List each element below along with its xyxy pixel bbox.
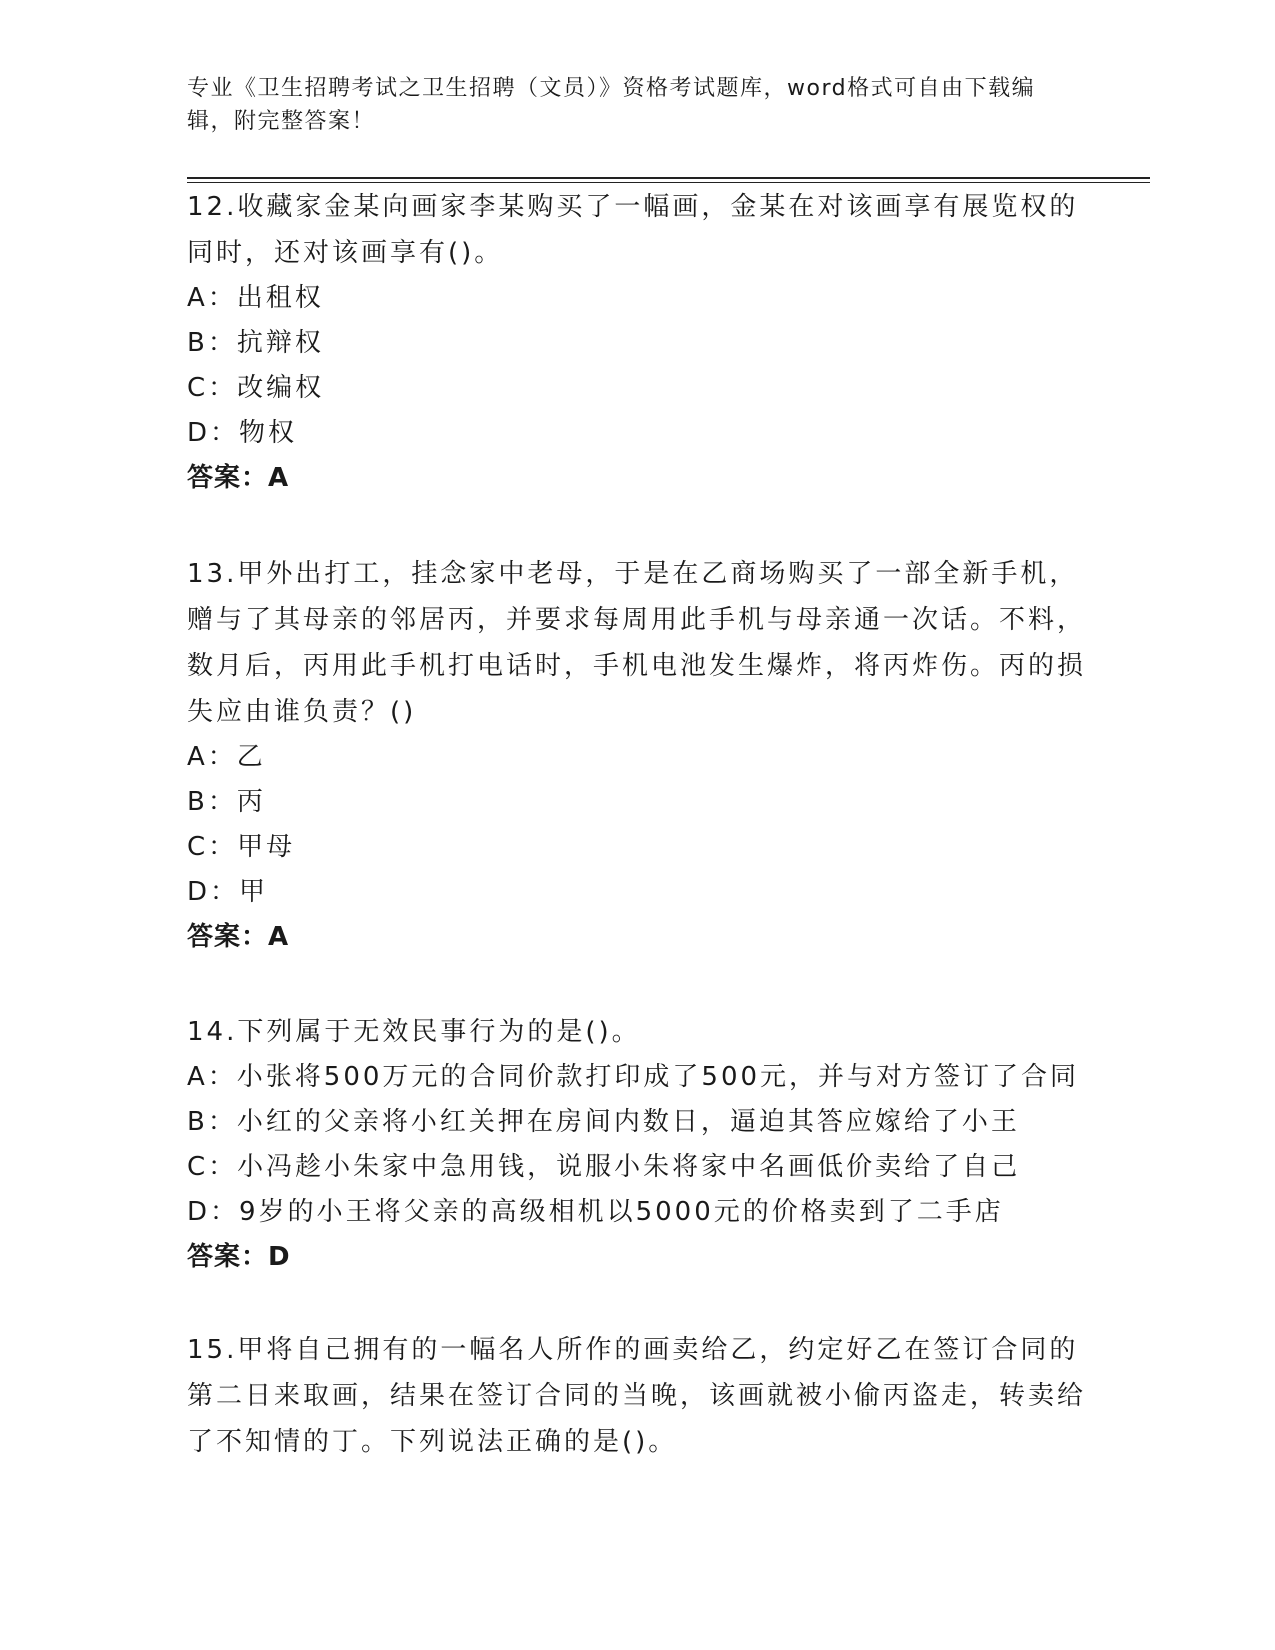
option-a: A：小张将500万元的合同价款打印成了500元，并与对方签订了合同 (187, 1062, 1080, 1092)
option-c: C：改编权 (187, 373, 325, 403)
question-12 (187, 184, 1087, 501)
answer-label: 答案：A (187, 463, 290, 493)
question-14 (187, 1009, 1087, 1280)
document-header: 专业《卫生招聘考试之卫生招聘（文员）》资格考试题库，word格式可自由下载编辑，附完整答案！ (187, 76, 1036, 134)
option-a: A：乙 (187, 742, 266, 772)
option-a: A：出租权 (187, 283, 324, 313)
question-15 (187, 1327, 1087, 1465)
option-c: C：小冯趁小朱家中急用钱，说服小朱将家中名画低价卖给了自己 (187, 1152, 1021, 1182)
question-13 (187, 551, 1087, 960)
option-c: C：甲母 (187, 832, 296, 862)
option-d: D：甲 (187, 877, 269, 907)
answer-label: 答案：D (187, 1242, 291, 1272)
option-d: D：物权 (187, 418, 298, 448)
option-b: B：小红的父亲将小红关押在房间内数日，逼迫其答应嫁给了小王 (187, 1107, 1020, 1137)
question-stem: 14.下列属于无效民事行为的是()。 (187, 1017, 641, 1047)
answer-label: 答案：A (187, 922, 290, 952)
header-divider (187, 177, 1150, 179)
header-divider-thin (187, 182, 1150, 183)
option-b: B：抗辩权 (187, 328, 324, 358)
option-b: B：丙 (187, 787, 266, 817)
question-stem: 13.甲外出打工，挂念家中老母，于是在乙商场购买了一部全新手机，赠与了其母亲的邻居丙，并要求每周用此手机与母亲通一次话。不料，数月后，丙用此手机打电话时，手机电池发生爆炸，将丙炸伤。丙的损失应由谁负责？() (187, 559, 1087, 727)
question-stem: 15.甲将自己拥有的一幅名人所作的画卖给乙，约定好乙在签订合同的第二日来取画，结果在签订合同的当晚，该画就被小偷丙盗走，转卖给了不知情的丁。下列说法正确的是()。 (187, 1335, 1087, 1457)
option-d: D：9岁的小王将父亲的高级相机以5000元的价格卖到了二手店 (187, 1197, 1004, 1227)
question-stem: 12.收藏家金某向画家李某购买了一幅画，金某在对该画享有展览权的同时，还对该画享有()。 (187, 192, 1079, 268)
